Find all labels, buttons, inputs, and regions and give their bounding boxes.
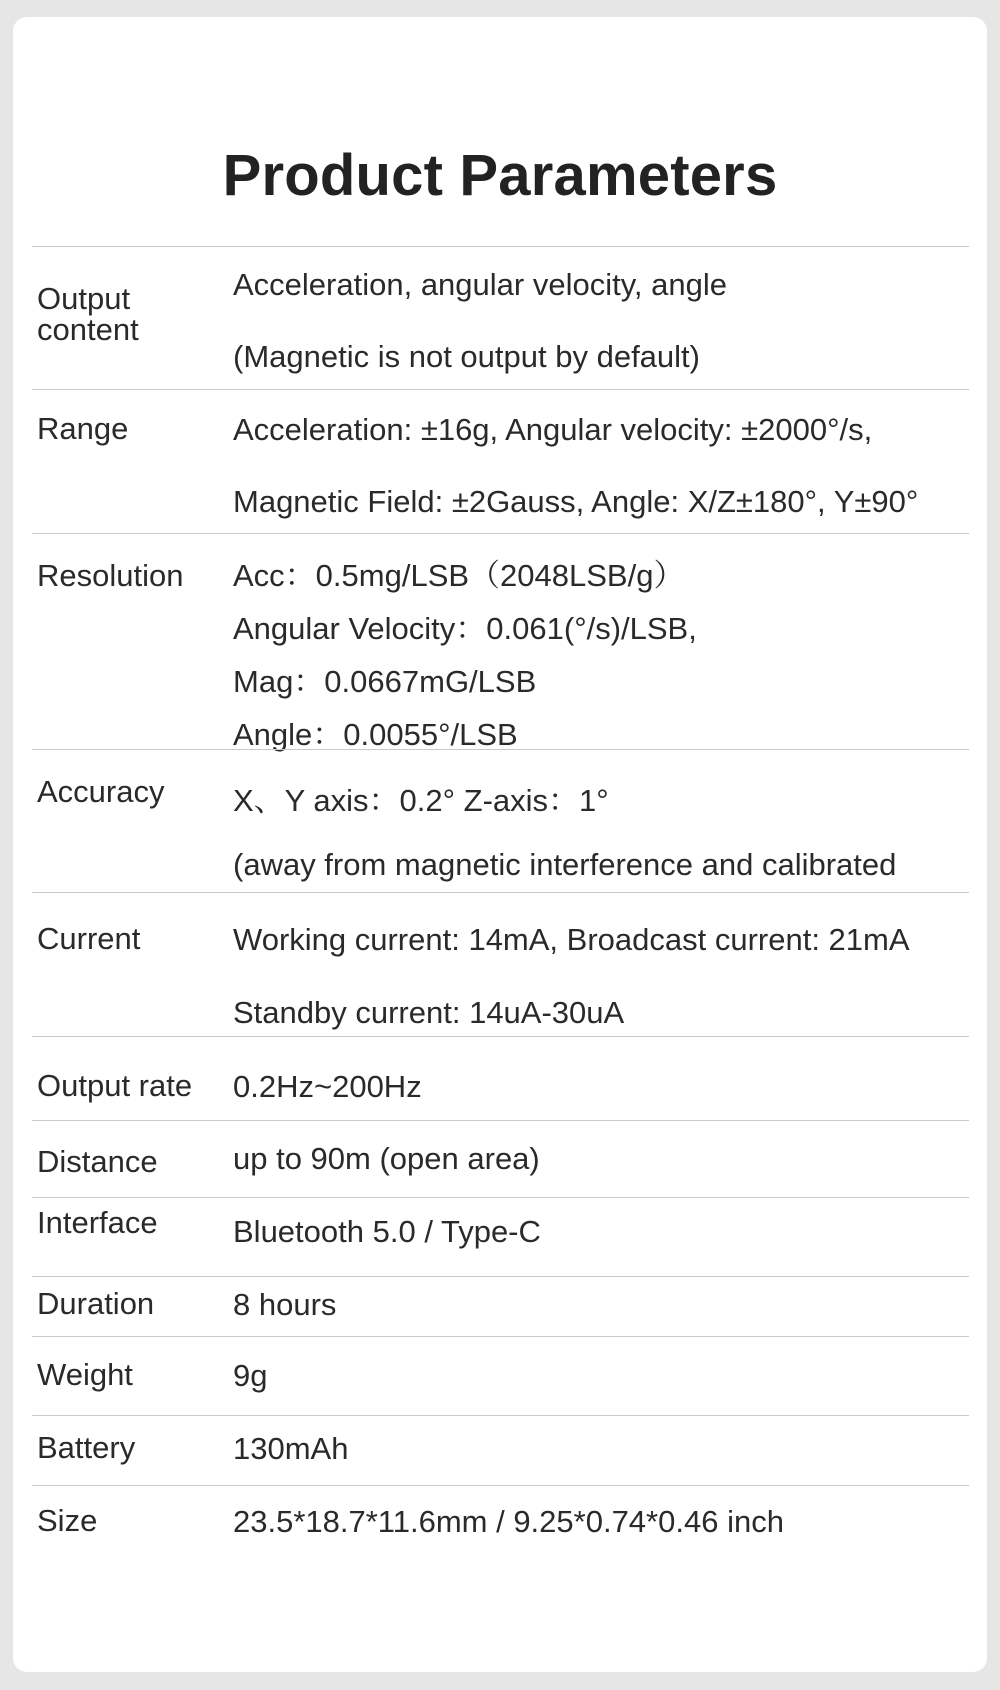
- parameter-value-line: 0.2Hz~200Hz: [233, 1069, 422, 1104]
- parameter-label: Accuracy: [37, 774, 165, 809]
- parameter-value-line: X、Y axis：0.2° Z-axis：1°: [233, 783, 609, 818]
- parameter-values: [233, 1337, 969, 1416]
- parameter-values: [233, 1277, 969, 1337]
- page-title: Product Parameters: [222, 143, 778, 208]
- parameters-table: [32, 246, 969, 1565]
- parameter-value-line: Working current: 14mA, Broadcast current: 21mA: [233, 922, 910, 957]
- parameter-label: Interface: [37, 1205, 158, 1240]
- parameter-value-line: Angle：0.0055°/LSB: [233, 717, 518, 752]
- parameter-label: Distance: [37, 1144, 158, 1179]
- parameter-values: [233, 390, 969, 534]
- parameter-row-resolution: [32, 533, 969, 752]
- parameter-label: Duration: [37, 1286, 155, 1321]
- parameter-values: [233, 1486, 969, 1566]
- parameter-values: [233, 1416, 969, 1486]
- parameter-row-current: [32, 892, 969, 1036]
- parameter-value-line: (away from magnetic interference and calibrated: [233, 847, 897, 882]
- parameter-label: Resolution: [37, 558, 184, 593]
- parameter-values: [233, 247, 969, 390]
- parameter-values: [233, 534, 969, 750]
- parameter-value-line: Acceleration, angular velocity, angle: [233, 267, 727, 302]
- parameter-value-line: up to 90m (open area): [233, 1141, 540, 1176]
- parameter-values: [233, 893, 969, 1037]
- parameter-row-battery: [32, 1415, 969, 1485]
- parameter-value-line: Angular Velocity：0.061(°/s)/LSB,: [233, 611, 697, 646]
- product-parameters-card: [13, 17, 987, 1672]
- parameter-value-line: Acc：0.5mg/LSB（2048LSB/g）: [233, 558, 685, 593]
- parameter-row-output-content: [32, 246, 969, 389]
- parameter-label: Output content: [37, 281, 139, 347]
- parameter-label: Size: [37, 1503, 98, 1538]
- parameter-values: [233, 750, 969, 893]
- parameter-value-line: 23.5*18.7*11.6mm / 9.25*0.74*0.46 inch: [233, 1504, 784, 1539]
- parameter-value-line: Bluetooth 5.0 / Type-C: [233, 1214, 541, 1249]
- parameter-value-line: Standby current: 14uA-30uA: [233, 995, 625, 1030]
- parameter-values: [233, 1198, 969, 1277]
- parameter-value-line: 130mAh: [233, 1431, 349, 1466]
- parameter-label: Output rate: [37, 1068, 193, 1103]
- parameter-row-interface: [32, 1197, 969, 1276]
- parameter-value-line: Magnetic Field: ±2Gauss, Angle: X/Z±180°, Y±90°: [233, 484, 919, 519]
- parameter-label: Current: [37, 921, 141, 956]
- parameter-row-range: [32, 389, 969, 533]
- parameter-row-output-rate: [32, 1036, 969, 1120]
- parameter-label: Range: [37, 411, 129, 446]
- parameter-label: Weight: [37, 1357, 133, 1392]
- parameter-row-size: [32, 1485, 969, 1565]
- parameter-value-line: Acceleration: ±16g, Angular velocity: ±2000°/s,: [233, 412, 873, 447]
- parameter-value-line: Mag：0.0667mG/LSB: [233, 664, 537, 699]
- parameter-label: Battery: [37, 1430, 136, 1465]
- parameter-value-line: 9g: [233, 1358, 268, 1393]
- parameter-row-accuracy: [32, 749, 969, 892]
- parameter-values: [233, 1121, 969, 1198]
- parameter-value-line: (Magnetic is not output by default): [233, 339, 700, 374]
- parameter-row-distance: [32, 1120, 969, 1197]
- parameter-values: [233, 1037, 969, 1121]
- parameter-row-weight: [32, 1336, 969, 1415]
- parameter-row-duration: [32, 1276, 969, 1336]
- parameter-value-line: 8 hours: [233, 1287, 337, 1322]
